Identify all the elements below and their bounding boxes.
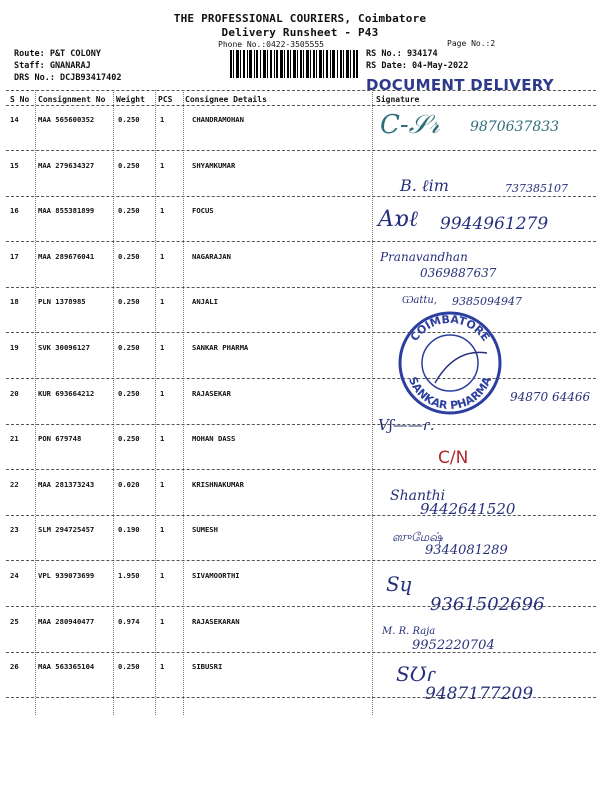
row-weight: 0.250 (118, 297, 140, 307)
row-weight: 0.250 (118, 388, 140, 398)
row-separator (6, 196, 596, 197)
col-divider (372, 90, 373, 715)
row-consignee: CHANDRAMOHAN (192, 115, 244, 124)
svg-text:SANKAR PHARMA: SANKAR PHARMA (406, 374, 494, 413)
row-pcs: 1 (160, 662, 165, 672)
svg-text:COIMBATORE: COIMBATORE (407, 312, 493, 344)
row-consignee: KRISHNAKUMAR (192, 479, 244, 489)
row-consignee: RAJASEKARAN (192, 616, 240, 626)
row-separator (6, 287, 596, 288)
row-consignment-no: VPL 939073699 (38, 571, 95, 580)
row-sno: 17 (10, 251, 19, 261)
signature-15: B. ℓim (400, 176, 449, 195)
row-separator (6, 332, 596, 333)
signature-phone-24: 9361502696 (430, 594, 545, 615)
signature-phone-23: 9344081289 (425, 543, 508, 558)
row-pcs: 1 (160, 251, 165, 261)
row-pcs: 1 (160, 297, 165, 307)
row-consignment-no: MAA 281373243 (38, 479, 95, 489)
row-separator (6, 560, 596, 561)
staff-label: Staff: GNANARAJ (14, 61, 91, 71)
row-consignee: NAGARAJAN (192, 251, 231, 261)
row-weight: 0.020 (118, 479, 140, 489)
row-sno: 18 (10, 297, 19, 307)
signature-phone-15: 737385107 (505, 182, 568, 195)
row-pcs: 1 (160, 525, 165, 535)
page-number: Page No.:2 (447, 39, 496, 48)
barcode (230, 50, 358, 78)
row-separator (6, 150, 596, 151)
col-divider (35, 90, 36, 715)
row-pcs: 1 (160, 206, 165, 216)
header-bottom-rule (6, 105, 596, 106)
row-weight: 0.250 (118, 343, 140, 352)
row-sno: 23 (10, 525, 19, 535)
row-consignee: RAJASEKAR (192, 388, 231, 398)
row-consignment-no: MAA 565600352 (38, 115, 95, 124)
row-sno: 16 (10, 206, 19, 216)
row-sno: 25 (10, 616, 19, 626)
signature-14: C-𝒮𝓇 (380, 110, 440, 140)
signature-phone-25: 9952220704 (412, 638, 495, 653)
signature-20: Vʃ——ɾ. (378, 416, 435, 434)
signature-16: Aɒℓ (378, 207, 418, 232)
col-divider (183, 90, 184, 715)
runsheet-title: Delivery Runsheet - P43 (221, 26, 379, 39)
row-weight: 0.250 (118, 160, 140, 170)
row-consignee: SANKAR PHARMA (192, 343, 249, 352)
phone-number: Phone No.:0422-3505555 (218, 40, 324, 49)
row-consignee: ANJALI (192, 297, 218, 307)
col-divider (113, 90, 114, 715)
row-pcs: 1 (160, 434, 165, 444)
row-weight: 0.190 (118, 525, 140, 535)
col-header-signature: Signature (376, 95, 420, 104)
row-pcs: 1 (160, 571, 165, 580)
signature-phone-17: 0369887637 (420, 266, 497, 280)
signature-24: Sɥ (386, 572, 413, 596)
col-header-weight: Weight (116, 95, 145, 104)
row-weight: 1.950 (118, 571, 140, 580)
row-weight: 0.250 (118, 662, 140, 672)
col-header-sno: S No (10, 95, 30, 104)
document-delivery-stamp: DOCUMENT DELIVERY (366, 76, 554, 94)
signature-phone-14: 9870637833 (470, 119, 560, 135)
row-sno: 21 (10, 434, 19, 444)
row-separator (6, 241, 596, 242)
company-name: THE PROFESSIONAL COURIERS, Coimbatore (173, 12, 427, 25)
signature-phone-18: 9385094947 (452, 295, 522, 308)
row-consignee: SIBUSRI (192, 662, 223, 672)
signature-phone-22: 9442641520 (420, 500, 516, 518)
signature-phone-16: 9944961279 (440, 214, 549, 234)
signature-21: C/N (438, 448, 469, 468)
row-sno: 22 (10, 479, 19, 489)
row-separator (6, 652, 596, 653)
row-sno: 26 (10, 662, 19, 672)
row-pcs: 1 (160, 160, 165, 170)
row-sno: 24 (10, 571, 19, 580)
row-sno: 19 (10, 343, 19, 352)
signature-phone-26: 9487177209 (425, 684, 534, 704)
row-sno: 20 (10, 388, 19, 398)
row-consignment-no: MAA 855381899 (38, 206, 95, 216)
sankar-pharma-stamp (395, 308, 505, 418)
row-separator (6, 424, 596, 425)
row-consignee: SUMESH (192, 525, 218, 535)
row-weight: 0.250 (118, 251, 140, 261)
row-consignee: FOCUS (192, 206, 214, 216)
row-pcs: 1 (160, 479, 165, 489)
col-header-pcs: PCS (158, 95, 173, 104)
row-consignment-no: MAA 280940477 (38, 616, 95, 626)
row-weight: 0.250 (118, 434, 140, 444)
row-weight: 0.250 (118, 206, 140, 216)
row-separator (6, 378, 596, 379)
signature-name-25: M. R. Raja (382, 626, 436, 637)
row-consignment-no: MAA 289676041 (38, 251, 95, 261)
row-consignment-no: MAA 563365104 (38, 662, 95, 672)
row-pcs: 1 (160, 616, 165, 626)
signature-23: ஸுமேஷ் (392, 530, 443, 544)
signature-22: Shanthi (390, 488, 446, 504)
signature-18: Ѡattu, (402, 295, 437, 306)
col-header-consignment: Consignment No (38, 95, 106, 104)
row-pcs: 1 (160, 388, 165, 398)
route-label: Route: P&T COLONY (14, 49, 101, 59)
col-header-consignee: Consignee Details (185, 95, 267, 104)
signature-name-17: Pranavandhan (380, 250, 468, 264)
row-consignment-no: SVK 30096127 (38, 343, 90, 352)
header-top-rule (6, 90, 596, 91)
row-weight: 0.974 (118, 616, 140, 626)
row-consignment-no: KUR 693664212 (38, 388, 95, 398)
row-sno: 15 (10, 160, 19, 170)
row-consignee: SHYAMKUMAR (192, 160, 236, 170)
row-consignment-no: SLM 294725457 (38, 525, 95, 535)
row-weight: 0.250 (118, 115, 140, 124)
row-consignee: MOHAN DASS (192, 434, 236, 444)
rs-number: RS No.: 934174 (366, 49, 438, 59)
row-consignment-no: MAA 279634327 (38, 160, 95, 170)
row-consignee: SIVAMOORTHI (192, 571, 240, 580)
row-pcs: 1 (160, 115, 165, 124)
row-sno: 14 (10, 115, 19, 124)
signature-phone-20: 94870 64466 (510, 390, 591, 404)
signature-26: SƱɾ (396, 662, 436, 686)
row-consignment-no: PON 679748 (38, 434, 82, 444)
drs-label: DRS No.: DCJB93417402 (14, 73, 122, 83)
row-consignment-no: PLN 1378985 (38, 297, 86, 307)
rs-date: RS Date: 04-May-2022 (366, 61, 469, 71)
row-separator (6, 469, 596, 470)
col-divider (155, 90, 156, 715)
row-pcs: 1 (160, 343, 165, 352)
